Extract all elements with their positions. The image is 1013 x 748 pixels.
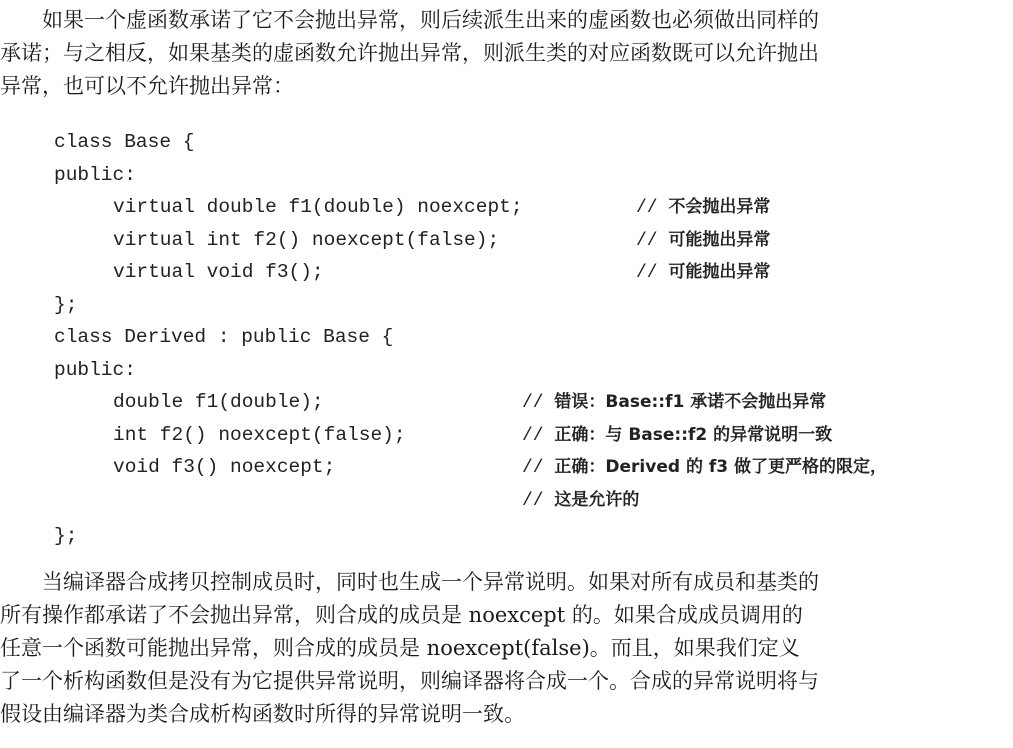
code-line xyxy=(54,354,1004,387)
code-text: class Base { xyxy=(54,131,195,153)
paragraph-line: 承诺；与之相反，如果基类的虚函数允许抛出异常，则派生类的对应函数既可以允许抛出 xyxy=(0,41,819,65)
code-line xyxy=(54,419,1004,452)
paragraph-line: 如果一个虚函数承诺了它不会抛出异常，则后续派生出来的虚函数也必须做出同样的 xyxy=(42,8,819,32)
outro-paragraph xyxy=(0,566,1013,731)
comment-marker: // xyxy=(636,263,669,283)
code-line xyxy=(54,484,1004,517)
comment-marker: // xyxy=(522,425,555,446)
paragraph-line: 假设由编译器为类合成析构函数时所得的异常说明一致。 xyxy=(0,702,525,726)
code-comment xyxy=(522,484,639,518)
code-listing xyxy=(54,126,1004,556)
comment-text: 不会抛出异常 xyxy=(668,197,771,217)
code-line xyxy=(54,386,1004,419)
paragraph-line: 异常，也可以不允许抛出异常： xyxy=(0,74,294,98)
code-text: int f2() noexcept(false); xyxy=(113,423,406,446)
code-line xyxy=(54,520,1004,556)
code-line xyxy=(54,289,1004,322)
comment-text: 正确：Derived 的 f3 做了更严格的限定， xyxy=(554,457,888,477)
code-text: double f1(double); xyxy=(113,391,324,413)
comment-marker: // xyxy=(522,490,555,511)
code-text: virtual double f1(double) noexcept; xyxy=(113,196,523,218)
code-comment xyxy=(522,419,832,453)
code-text: void f3() noexcept; xyxy=(113,456,336,478)
code-line xyxy=(54,224,1004,257)
paragraph-line: 所有操作都承诺了不会抛出异常，则合成的成员是 noexcept 的。如果合成成员调用的 xyxy=(0,603,803,627)
comment-text: 这是允许的 xyxy=(554,489,640,510)
code-text: class Derived : public Base { xyxy=(54,326,394,348)
comment-text: 可能抛出异常 xyxy=(668,229,771,250)
code-line xyxy=(54,126,1004,159)
code-text: virtual void f3(); xyxy=(113,261,324,283)
code-comment xyxy=(636,224,770,258)
code-line xyxy=(54,256,1004,289)
comment-marker: // xyxy=(522,393,555,413)
code-comment xyxy=(636,191,770,225)
code-line xyxy=(54,321,1004,354)
code-comment xyxy=(522,451,887,485)
intro-paragraph xyxy=(0,4,1013,103)
paragraph-line: 当编译器合成拷贝控制成员时，同时也生成一个异常说明。如果对所有成员和基类的 xyxy=(42,570,819,594)
paragraph-line: 任意一个函数可能抛出异常，则合成的成员是 noexcept(false)。而且，如果我们定义 xyxy=(0,636,800,660)
code-line xyxy=(54,451,1004,484)
code-text: }; xyxy=(54,293,78,316)
code-line xyxy=(54,191,1004,224)
comment-text: 正确：与 Base::f2 的异常说明一致 xyxy=(554,424,833,445)
code-comment xyxy=(522,386,826,420)
code-comment xyxy=(636,256,770,290)
comment-marker: // xyxy=(522,458,555,478)
comment-text: 错误：Base::f1 承诺不会抛出异常 xyxy=(554,392,827,412)
comment-text: 可能抛出异常 xyxy=(668,262,771,282)
comment-marker: // xyxy=(636,230,669,251)
comment-marker: // xyxy=(636,198,669,218)
code-text: public: xyxy=(54,163,136,186)
code-line xyxy=(54,159,1004,192)
paragraph-line: 了一个析构函数但是没有为它提供异常说明，则编译器将合成一个。合成的异常说明将与 xyxy=(0,669,819,693)
code-text: public: xyxy=(54,358,136,381)
code-text: virtual int f2() noexcept(false); xyxy=(113,228,500,251)
code-text: }; xyxy=(54,525,78,547)
